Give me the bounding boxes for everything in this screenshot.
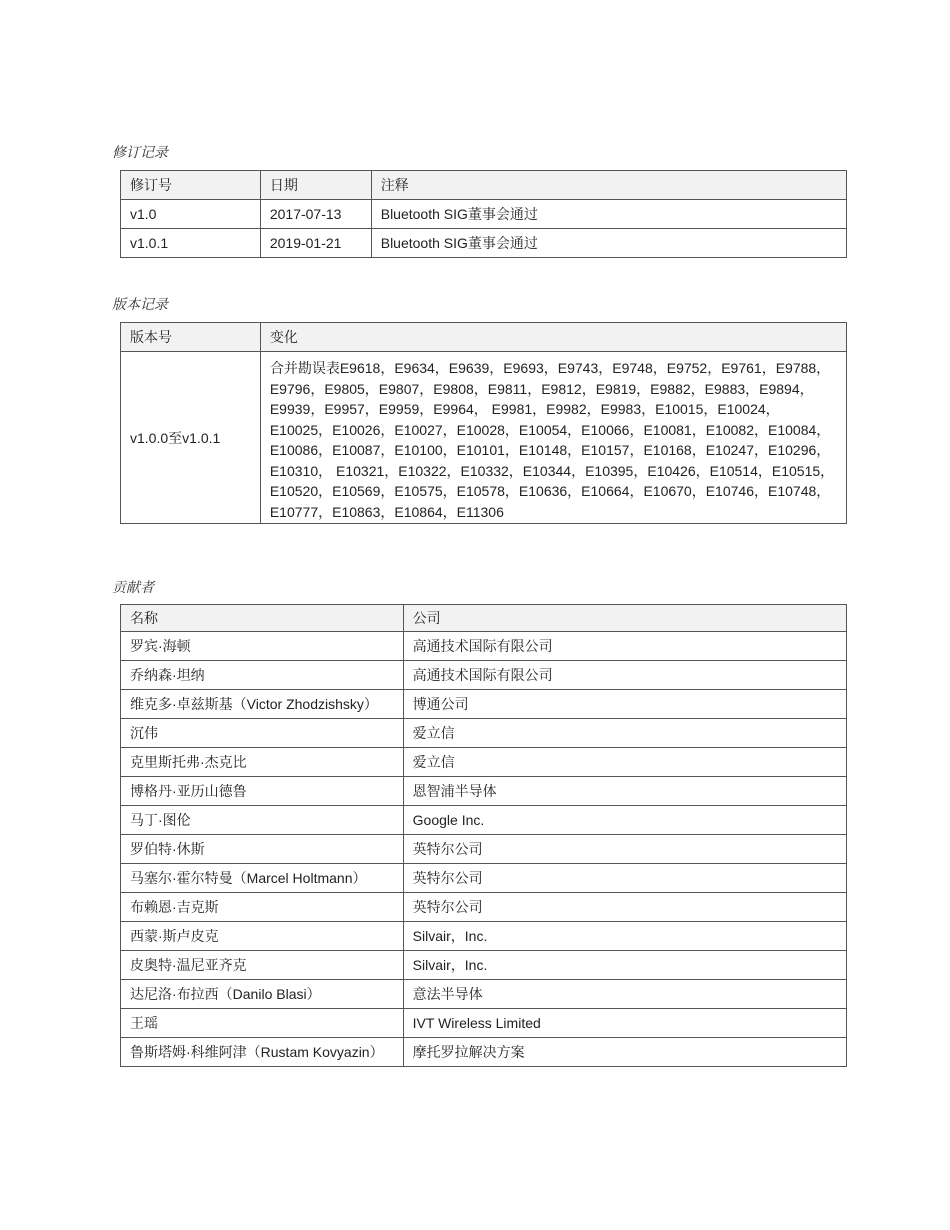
header-company: 公司	[403, 605, 846, 632]
table-row	[121, 690, 847, 719]
contributor-name: 罗伯特·休斯	[121, 835, 404, 864]
notes-cell: Bluetooth SIG董事会通过	[371, 229, 846, 258]
contributor-name: 克里斯托弗·杰克比	[121, 748, 404, 777]
header-name: 名称	[121, 605, 404, 632]
contributor-name: 博格丹·亚历山德鲁	[121, 777, 404, 806]
contributor-name: 皮奥特·温尼亚齐克	[121, 951, 404, 980]
contributor-company: 意法半导体	[403, 980, 846, 1009]
header-changes: 变化	[260, 323, 846, 352]
table-row	[121, 661, 847, 690]
contributor-company: 摩托罗拉解决方案	[403, 1038, 846, 1067]
header-revision-number: 修订号	[121, 171, 261, 200]
contributor-name: 布赖恩·吉克斯	[121, 893, 404, 922]
contributor-name: 马丁·图伦	[121, 806, 404, 835]
notes-cell: Bluetooth SIG董事会通过	[371, 200, 846, 229]
header-date: 日期	[260, 171, 371, 200]
contributor-company: 爱立信	[403, 748, 846, 777]
contributor-company: IVT Wireless Limited	[403, 1009, 846, 1038]
contributor-name: 沉伟	[121, 719, 404, 748]
table-row	[121, 951, 847, 980]
version-history-table	[120, 322, 847, 524]
table-row	[121, 1009, 847, 1038]
contributor-company: 英特尔公司	[403, 835, 846, 864]
version-history-title: 版本记录	[112, 297, 168, 313]
header-version-number: 版本号	[121, 323, 261, 352]
table-row	[121, 1038, 847, 1067]
date-cell: 2017-07-13	[260, 200, 371, 229]
contributors-title: 贡献者	[112, 580, 154, 596]
contributor-name: 鲁斯塔姆·科维阿津（Rustam Kovyazin）	[121, 1038, 404, 1067]
table-header-row	[121, 323, 847, 352]
contributor-name: 维克多·卓兹斯基（Victor Zhodzishsky）	[121, 690, 404, 719]
contributor-company: 爱立信	[403, 719, 846, 748]
revision-history-title: 修订记录	[112, 145, 168, 161]
contributor-company: 博通公司	[403, 690, 846, 719]
changes-cell: 合并勘误表E9618，E9634，E9639，E9693，E9743，E9748，E9752，E9761，E9788，E9796，E9805，E9807，E9808，E9811，E9812，E9819，E9882，E9883，E9894，E9939，E9957，E9959，E9964， E9981，E9982，E9983，E10015，E10024，E10025，E10026，E10027，E10028，E10054，E10066，E10081，E10082，E10084，E10086，E10087，E10100，E10101，E10148，E10157，E10168，E10247，E10296，E10310， E10321，E10322，E10332，E10344，E10395，E10426，E10514，E10515，E10520，E10569，E10575，E10578，E10636，E10664，E10670，E10746，E10748，E10777，E10863，E10864，E11306	[260, 352, 846, 524]
header-notes: 注释	[371, 171, 846, 200]
table-row	[121, 200, 847, 229]
revision-number-cell: v1.0.1	[121, 229, 261, 258]
table-row	[121, 632, 847, 661]
table-row	[121, 806, 847, 835]
contributors-table	[120, 604, 847, 1067]
contributor-name: 王瑶	[121, 1009, 404, 1038]
version-cell: v1.0.0至v1.0.1	[121, 352, 261, 524]
revision-history-table	[120, 170, 847, 258]
contributor-company: Silvair，Inc.	[403, 951, 846, 980]
contributor-company: Google Inc.	[403, 806, 846, 835]
table-row	[121, 777, 847, 806]
table-row	[121, 980, 847, 1009]
contributor-company: 高通技术国际有限公司	[403, 661, 846, 690]
contributor-company: 恩智浦半导体	[403, 777, 846, 806]
table-row	[121, 835, 847, 864]
contributor-company: 英特尔公司	[403, 864, 846, 893]
contributor-name: 马塞尔·霍尔特曼（Marcel Holtmann）	[121, 864, 404, 893]
contributor-name: 西蒙·斯卢皮克	[121, 922, 404, 951]
table-row	[121, 352, 847, 524]
revision-number-cell: v1.0	[121, 200, 261, 229]
table-row	[121, 864, 847, 893]
table-header-row	[121, 605, 847, 632]
contributor-company: 高通技术国际有限公司	[403, 632, 846, 661]
table-row	[121, 229, 847, 258]
table-header-row	[121, 171, 847, 200]
table-row	[121, 748, 847, 777]
contributor-name: 达尼洛·布拉西（Danilo Blasi）	[121, 980, 404, 1009]
contributor-name: 罗宾·海顿	[121, 632, 404, 661]
date-cell: 2019-01-21	[260, 229, 371, 258]
contributor-company: 英特尔公司	[403, 893, 846, 922]
table-row	[121, 893, 847, 922]
table-row	[121, 922, 847, 951]
contributor-name: 乔纳森·坦纳	[121, 661, 404, 690]
contributor-company: Silvair，Inc.	[403, 922, 846, 951]
table-row	[121, 719, 847, 748]
